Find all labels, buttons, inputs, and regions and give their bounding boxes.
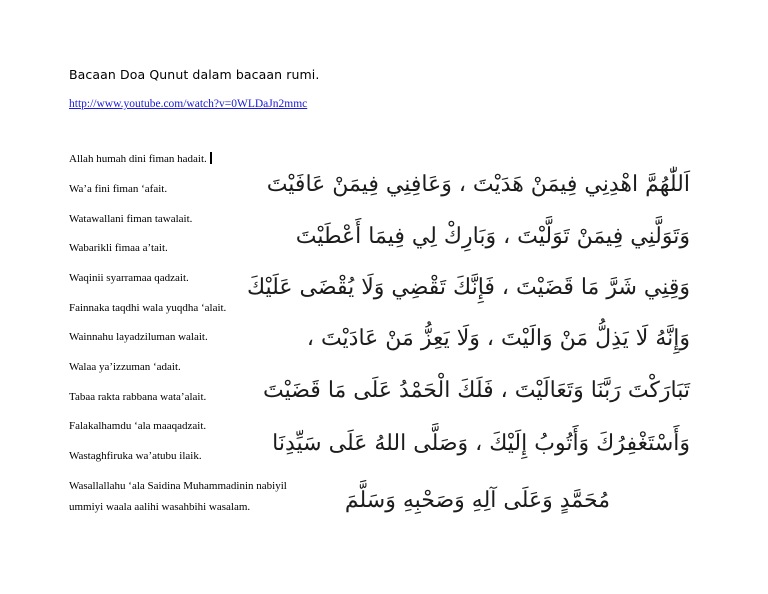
rumi-line: ummiyi waala aalihi wasahbihi wasalam. <box>69 501 251 513</box>
arabic-line: وَإِنَّهُ لَا يَذِلُّ مَنْ وَالَيْتَ ، وَلَا يَعِزُّ مَنْ عَادَيْتَ ، <box>306 326 690 351</box>
arabic-line: وَأَسْتَغْفِرُكَ وَأَتُوبُ إِلَيْكَ ، وَصَلَّى اللهُ عَلَى سَيِّدِنَا <box>272 431 690 456</box>
rumi-line: Wabarikli fimaa a’tait. <box>69 242 168 254</box>
rumi-line: Fainnaka taqdhi wala yuqdha ‘alait. <box>69 302 227 314</box>
arabic-line: اَللّٰهُمَّ اهْدِنِي فِيمَنْ هَدَيْتَ ، وَعَافِنِي فِيمَنْ عَافَيْتَ <box>266 172 690 197</box>
rumi-line: Watawallani fiman tawalait. <box>69 213 193 225</box>
rumi-line: Walaa ya’izzuman ‘adait. <box>69 361 181 373</box>
rumi-line: Wa’a fini fiman ‘afait. <box>69 183 168 195</box>
rumi-line: Wasallallahu ‘ala Saidina Muhammadinin nabiyil <box>69 480 287 492</box>
arabic-line: تَبَارَكْتَ رَبَّنَا وَتَعَالَيْتَ ، فَلَكَ الْحَمْدُ عَلَى مَا قَضَيْتَ <box>262 378 690 403</box>
rumi-line: Waqinii syarramaa qadzait. <box>69 272 189 284</box>
arabic-line: مُحَمَّدٍ وَعَلَى آلِهِ وَصَحْبِهِ وَسَلَّمَ <box>344 488 610 513</box>
page-heading: Bacaan Doa Qunut dalam bacaan rumi. <box>69 67 320 82</box>
rumi-line: Wainnahu layadziluman walait. <box>69 331 208 343</box>
rumi-line: Tabaa rakta rabbana wata’alait. <box>69 391 207 403</box>
youtube-link[interactable]: http://www.youtube.com/watch?v=0WLDaJn2mmc <box>69 98 308 110</box>
arabic-line: وَتَوَلَّنِي فِيمَنْ تَوَلَّيْتَ ، وَبَارِكْ لِي فِيمَا أَعْطَيْتَ <box>295 224 690 249</box>
arabic-line: وَقِنِي شَرَّ مَا قَضَيْتَ ، فَإِنَّكَ تَقْضِي وَلَا يُقْضَى عَلَيْكَ <box>246 275 690 300</box>
arabic-doa-text <box>246 152 690 532</box>
rumi-line: Wastaghfiruka wa’atubu ilaik. <box>69 450 202 462</box>
text-cursor <box>210 152 212 164</box>
rumi-line: Allah humah dini fiman hadait. <box>69 153 207 165</box>
rumi-line: Falakalhamdu ‘ala maaqadzait. <box>69 420 207 432</box>
